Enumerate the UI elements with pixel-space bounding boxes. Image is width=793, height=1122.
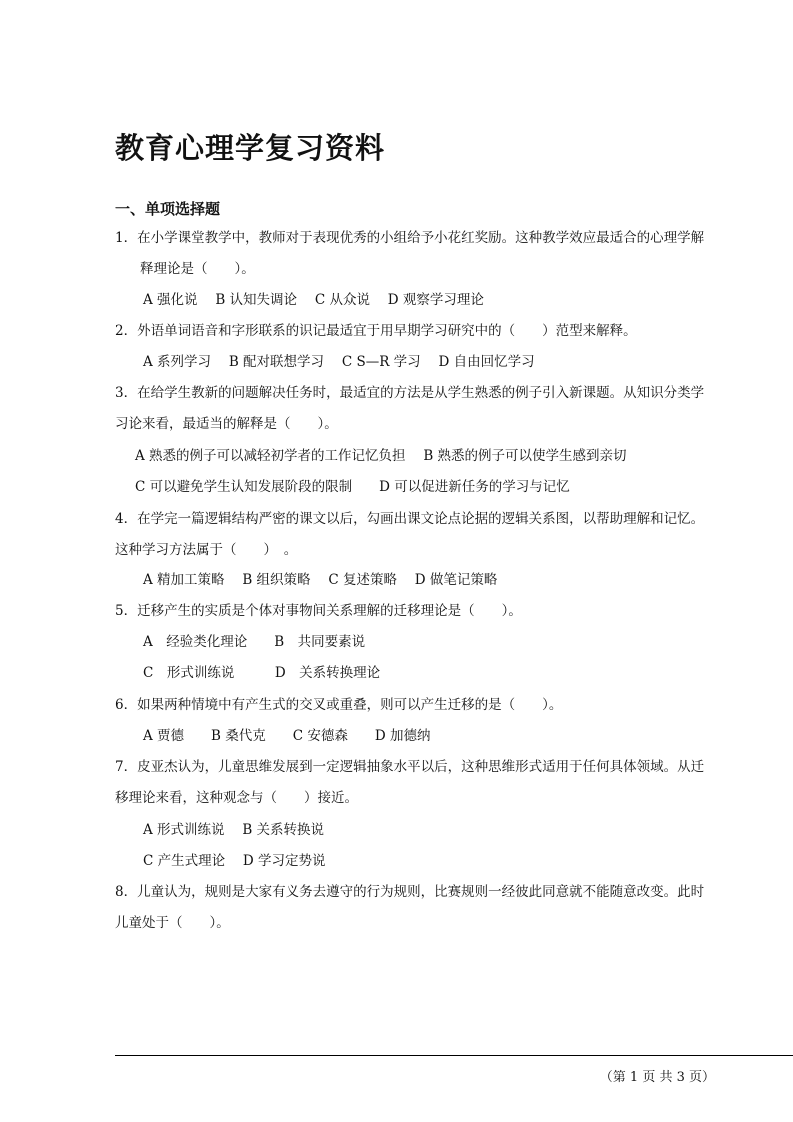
question-3-options: C 可以避免学生认知发展阶段的限制 D 可以促进新任务的学习与记忆	[135, 479, 570, 495]
page-number: （第 1 页 共 3 页）	[599, 1070, 715, 1085]
question-7-options: A 形式训练说 B 关系转换说	[143, 822, 325, 838]
question-3-stem: 习论来看，最适当的解释是（ ）。	[115, 416, 338, 432]
question-5-stem: 5．迁移产生的实质是个体对事物间关系理解的迁移理论是（ ）。	[115, 603, 522, 619]
section-heading: 一、单项选择题	[115, 200, 221, 218]
question-5-options: C 形式训练说 D 关系转换理论	[143, 665, 381, 681]
question-6-stem: 6．如果两种情境中有产生式的交叉或重叠，则可以产生迁移的是（ ）。	[115, 697, 563, 713]
question-3-stem: 3．在给学生教新的问题解决任务时，最适宜的方法是从学生熟悉的例子引入新课题。从知识分类学	[115, 385, 705, 401]
question-8-stem: 8．儿童认为，规则是大家有义务去遵守的行为规则，比赛规则一经彼此同意就不能随意改变。此时	[115, 884, 705, 900]
question-1-options: A 强化说 B 认知失调论 C 从众说 D 观察学习理论	[143, 292, 484, 308]
question-5-options: A 经验类化理论 B 共同要素说	[143, 634, 366, 650]
question-3-options: A 熟悉的例子可以减轻初学者的工作记忆负担 B 熟悉的例子可以使学生感到亲切	[135, 448, 627, 464]
question-4-stem: 4．在学完一篇逻辑结构严密的课文以后，勾画出课文论点论据的逻辑关系图，以帮助理解和记忆。	[115, 511, 705, 527]
question-4-stem: 这种学习方法属于（ ） 。	[115, 542, 298, 558]
footer-divider	[115, 1055, 793, 1056]
question-8-stem: 儿童处于（ ）。	[115, 915, 230, 931]
question-2-stem: 2．外语单词语音和字形联系的识记最适宜于用早期学习研究中的（ ）范型来解释。	[115, 323, 637, 339]
question-6-options: A 贾德 B 桑代克 C 安德森 D 加德纳	[143, 728, 431, 744]
question-4-options: A 精加工策略 B 组织策略 C 复述策略 D 做笔记策略	[143, 572, 498, 588]
question-7-stem: 7．皮亚杰认为，儿童思维发展到一定逻辑抽象水平以后，这种思维形式适用于任何具体领域。从迁	[115, 759, 705, 775]
document-title: 教育心理学复习资料	[115, 131, 386, 165]
question-7-options: C 产生式理论 D 学习定势说	[143, 853, 326, 869]
question-2-options: A 系列学习 B 配对联想学习 C S—R 学习 D 自由回忆学习	[143, 354, 535, 370]
question-1-stem: 1．在小学课堂教学中，教师对于表现优秀的小组给予小花红奖励。这种教学效应最适合的心理学解	[115, 230, 705, 246]
question-7-stem: 移理论来看，这种观念与（ ）接近。	[115, 790, 358, 806]
question-1-stem: 释理论是（ ）。	[140, 261, 255, 277]
